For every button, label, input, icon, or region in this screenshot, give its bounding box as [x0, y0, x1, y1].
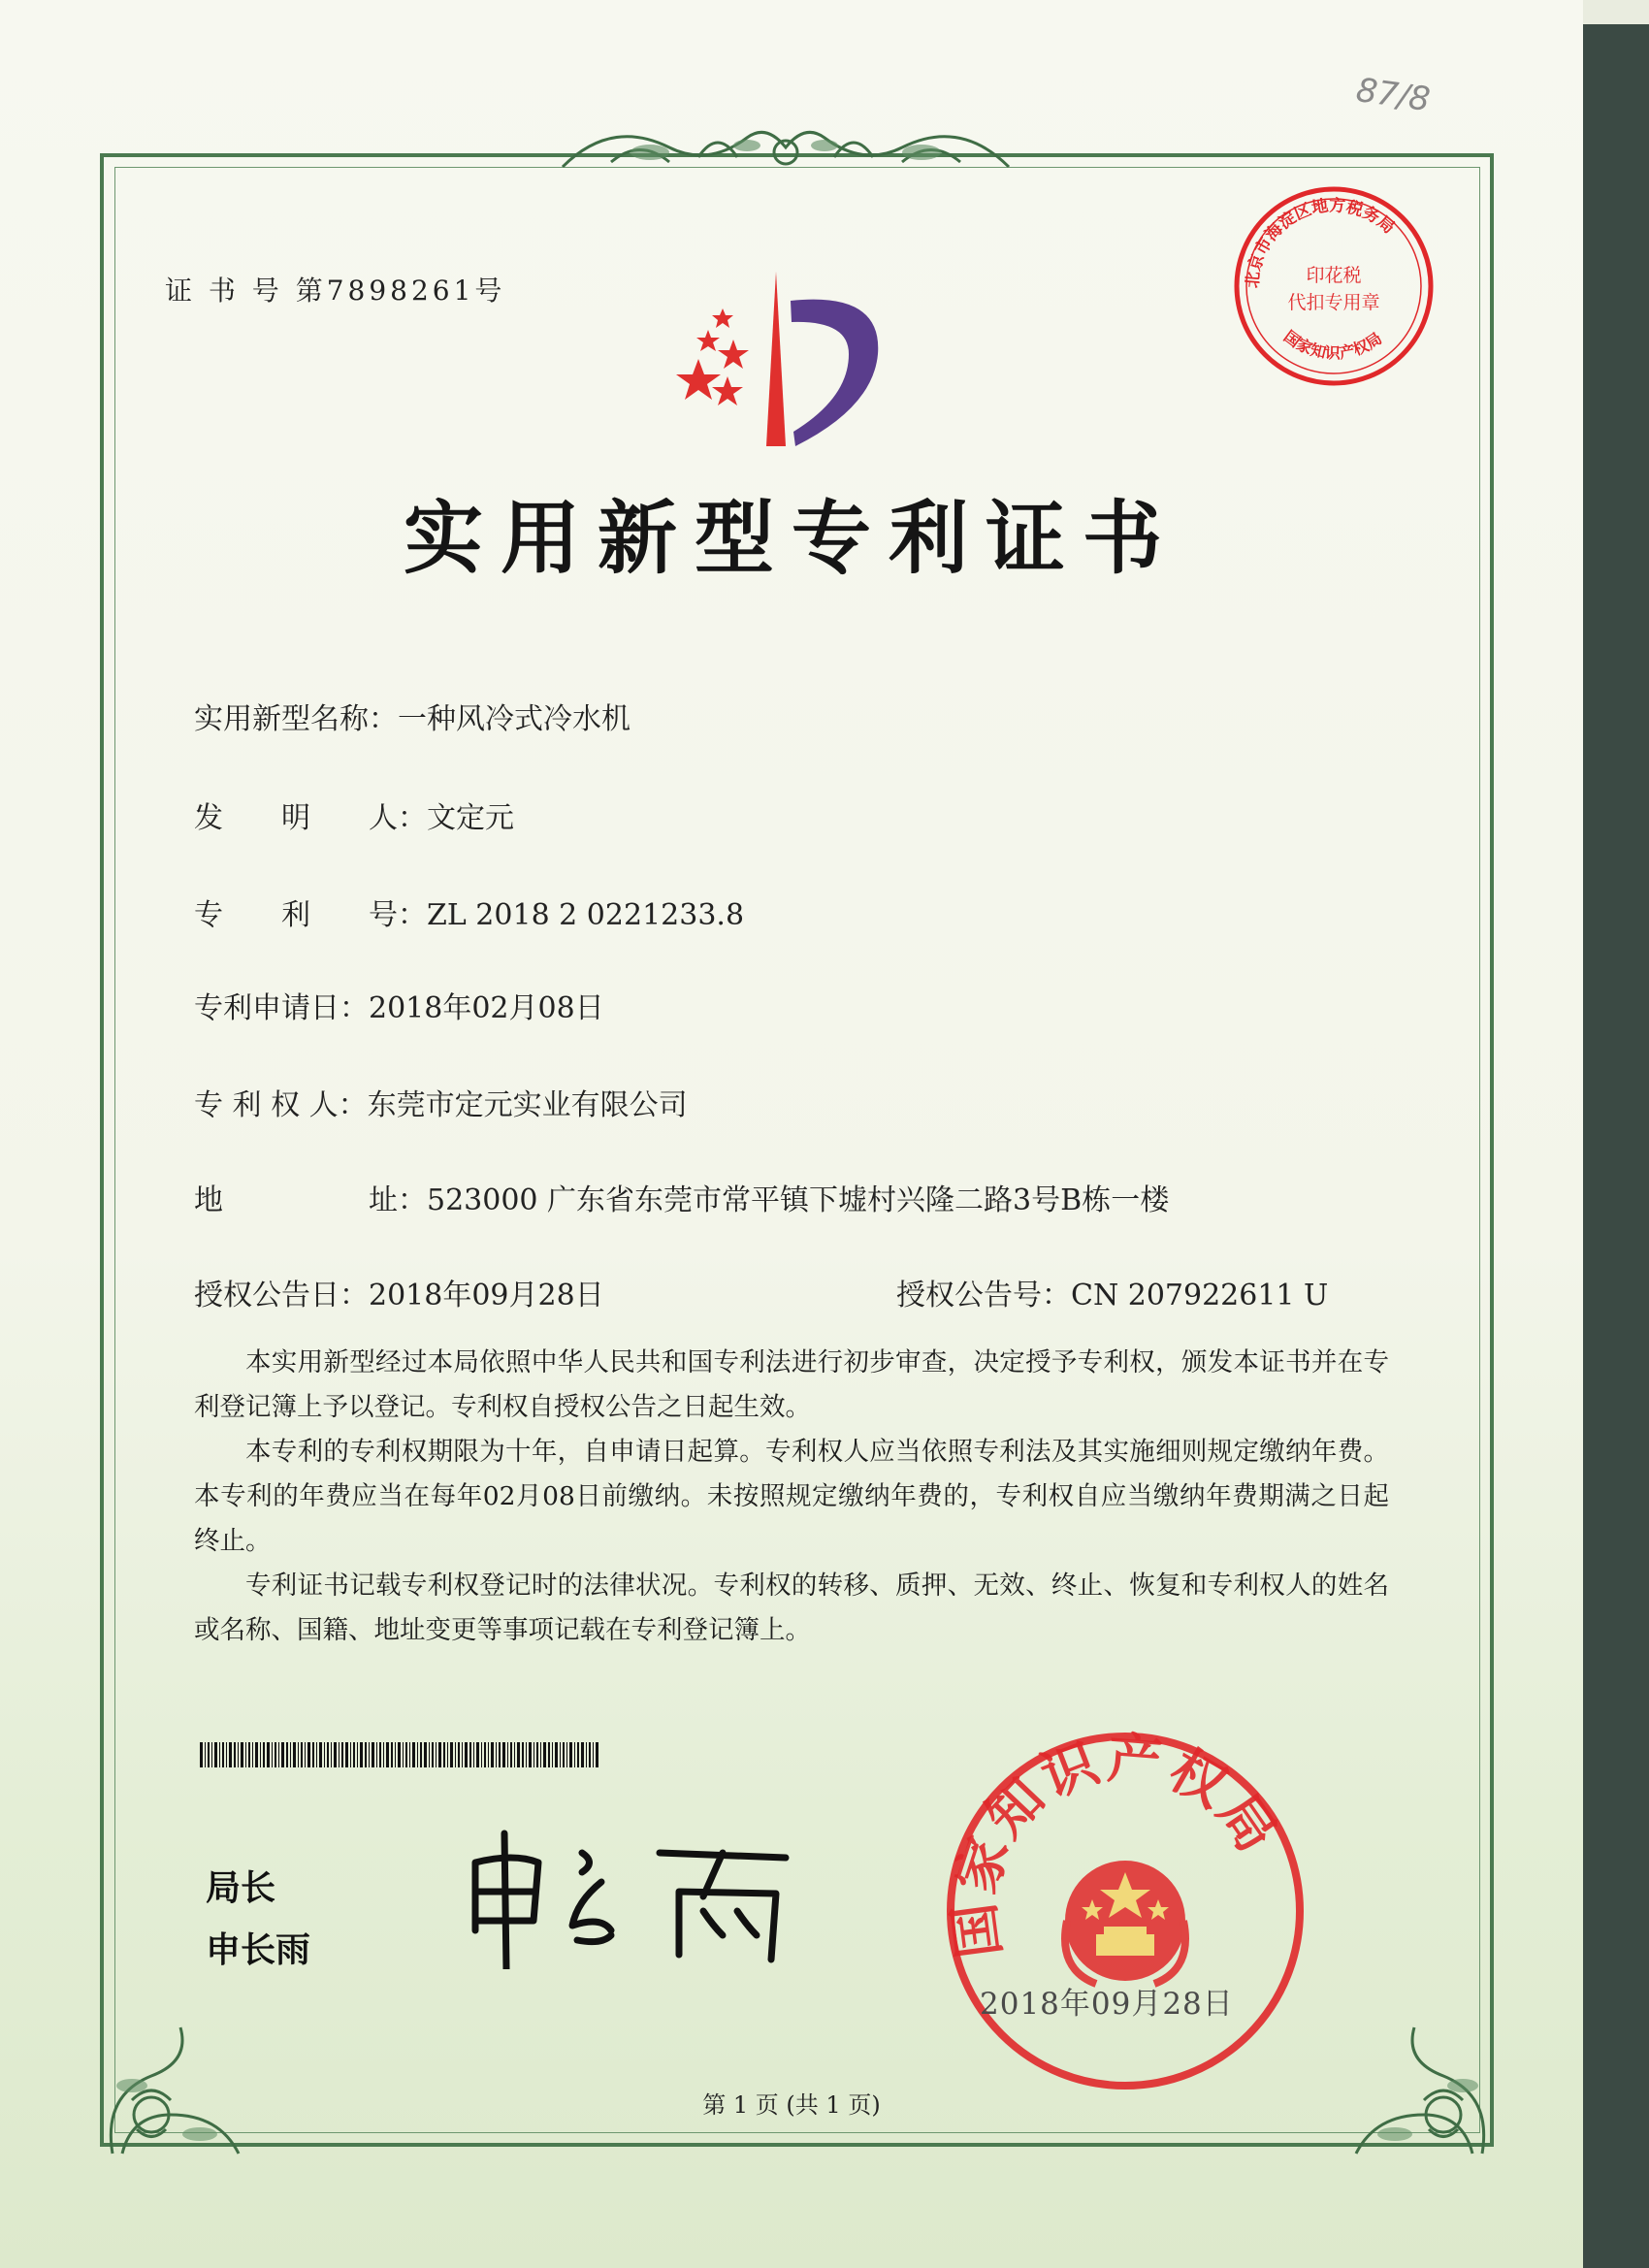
field-address [194, 1176, 1169, 1218]
seal-date: 2018年09月28日 [980, 1987, 1234, 2022]
director-name: 申长雨 [206, 1930, 311, 1970]
field-label: 实用新型名称： [194, 702, 398, 736]
field-label: 专利申请日： [194, 991, 369, 1025]
certificate-number: 证 书 号 第7898261号 [165, 275, 506, 307]
body-paragraph-3: 专利证书记载专利权登记时的法律状况。专利权的转移、质押、无效、终止、恢复和专利权人的姓名或名称、国籍、地址变更等事项记载在专利登记簿上。 [194, 1571, 1389, 1645]
field-grant-number [896, 1271, 1328, 1313]
field-value: CN 207922611 U [1071, 1279, 1329, 1312]
svg-text:国家知识产权局 [1280, 327, 1385, 363]
field-filing-date [194, 984, 604, 1026]
field-label: 发 明 人： [194, 801, 427, 835]
field-label: 专 利 号： [194, 898, 427, 932]
director-title: 局长 [206, 1868, 276, 1908]
field-grant-date [194, 1271, 604, 1313]
tax-seal-bottom-text: 国家知识产权局 [1279, 326, 1386, 363]
top-ornament [553, 109, 1018, 186]
field-label: 地 址： [194, 1183, 427, 1217]
field-utility-model-name [194, 695, 630, 737]
field-value: 文定元 [427, 801, 514, 835]
tax-seal-ring-text: 北京市海淀区地方税务局 [1243, 196, 1399, 289]
field-label: 授权公告日： [194, 1279, 369, 1312]
pencil-annotation: 87/8 [1353, 70, 1433, 120]
field-value: 一种风冷式冷水机 [398, 702, 630, 736]
field-value: 2018年09月28日 [369, 1279, 604, 1312]
page-number: 第 1 页 (共 1 页) [702, 2091, 881, 2119]
body-paragraph-2: 本专利的专利权期限为十年，自申请日起算。专利权人应当依照专利法及其实施细则规定缴纳年费。本专利的年费应当在每年02月08日前缴纳。未按照规定缴纳年费的，专利权自应当缴纳年费期满之日起终止。 [194, 1437, 1389, 1556]
field-patentee [194, 1081, 688, 1123]
tax-seal-stamp [1230, 182, 1439, 391]
official-seal-stamp [941, 1727, 1310, 2095]
scan-background-edge [1583, 24, 1649, 2268]
tax-seal-line-1: 印花税 [1306, 265, 1362, 286]
field-inventor [194, 794, 514, 836]
body-paragraph-1: 本实用新型经过本局依照中华人民共和国专利法进行初步审查，决定授予专利权，颁发本证书并在专利登记簿上予以登记。专利权自授权公告之日起生效。 [194, 1347, 1389, 1422]
seal-ring-text: 国家知识产权局 [942, 1727, 1291, 1962]
patent-office-logo [669, 262, 912, 456]
field-value: 东莞市定元实业有限公司 [367, 1088, 688, 1122]
certificate-title: 实用新型专利证书 [403, 492, 1180, 585]
tax-seal-line-2: 代扣专用章 [1287, 292, 1380, 313]
field-value: 523000 广东省东莞市常平镇下墟村兴隆二路3号B栋一楼 [427, 1183, 1170, 1217]
field-label: 授权公告号： [896, 1279, 1071, 1312]
barcode [200, 1742, 599, 1767]
director-signature [456, 1824, 805, 1969]
field-value: 2018年02月08日 [369, 991, 604, 1025]
field-label: 专 利 权 人： [194, 1088, 368, 1122]
field-patent-number [194, 891, 744, 933]
field-value: ZL 2018 2 0221233.8 [427, 898, 745, 932]
